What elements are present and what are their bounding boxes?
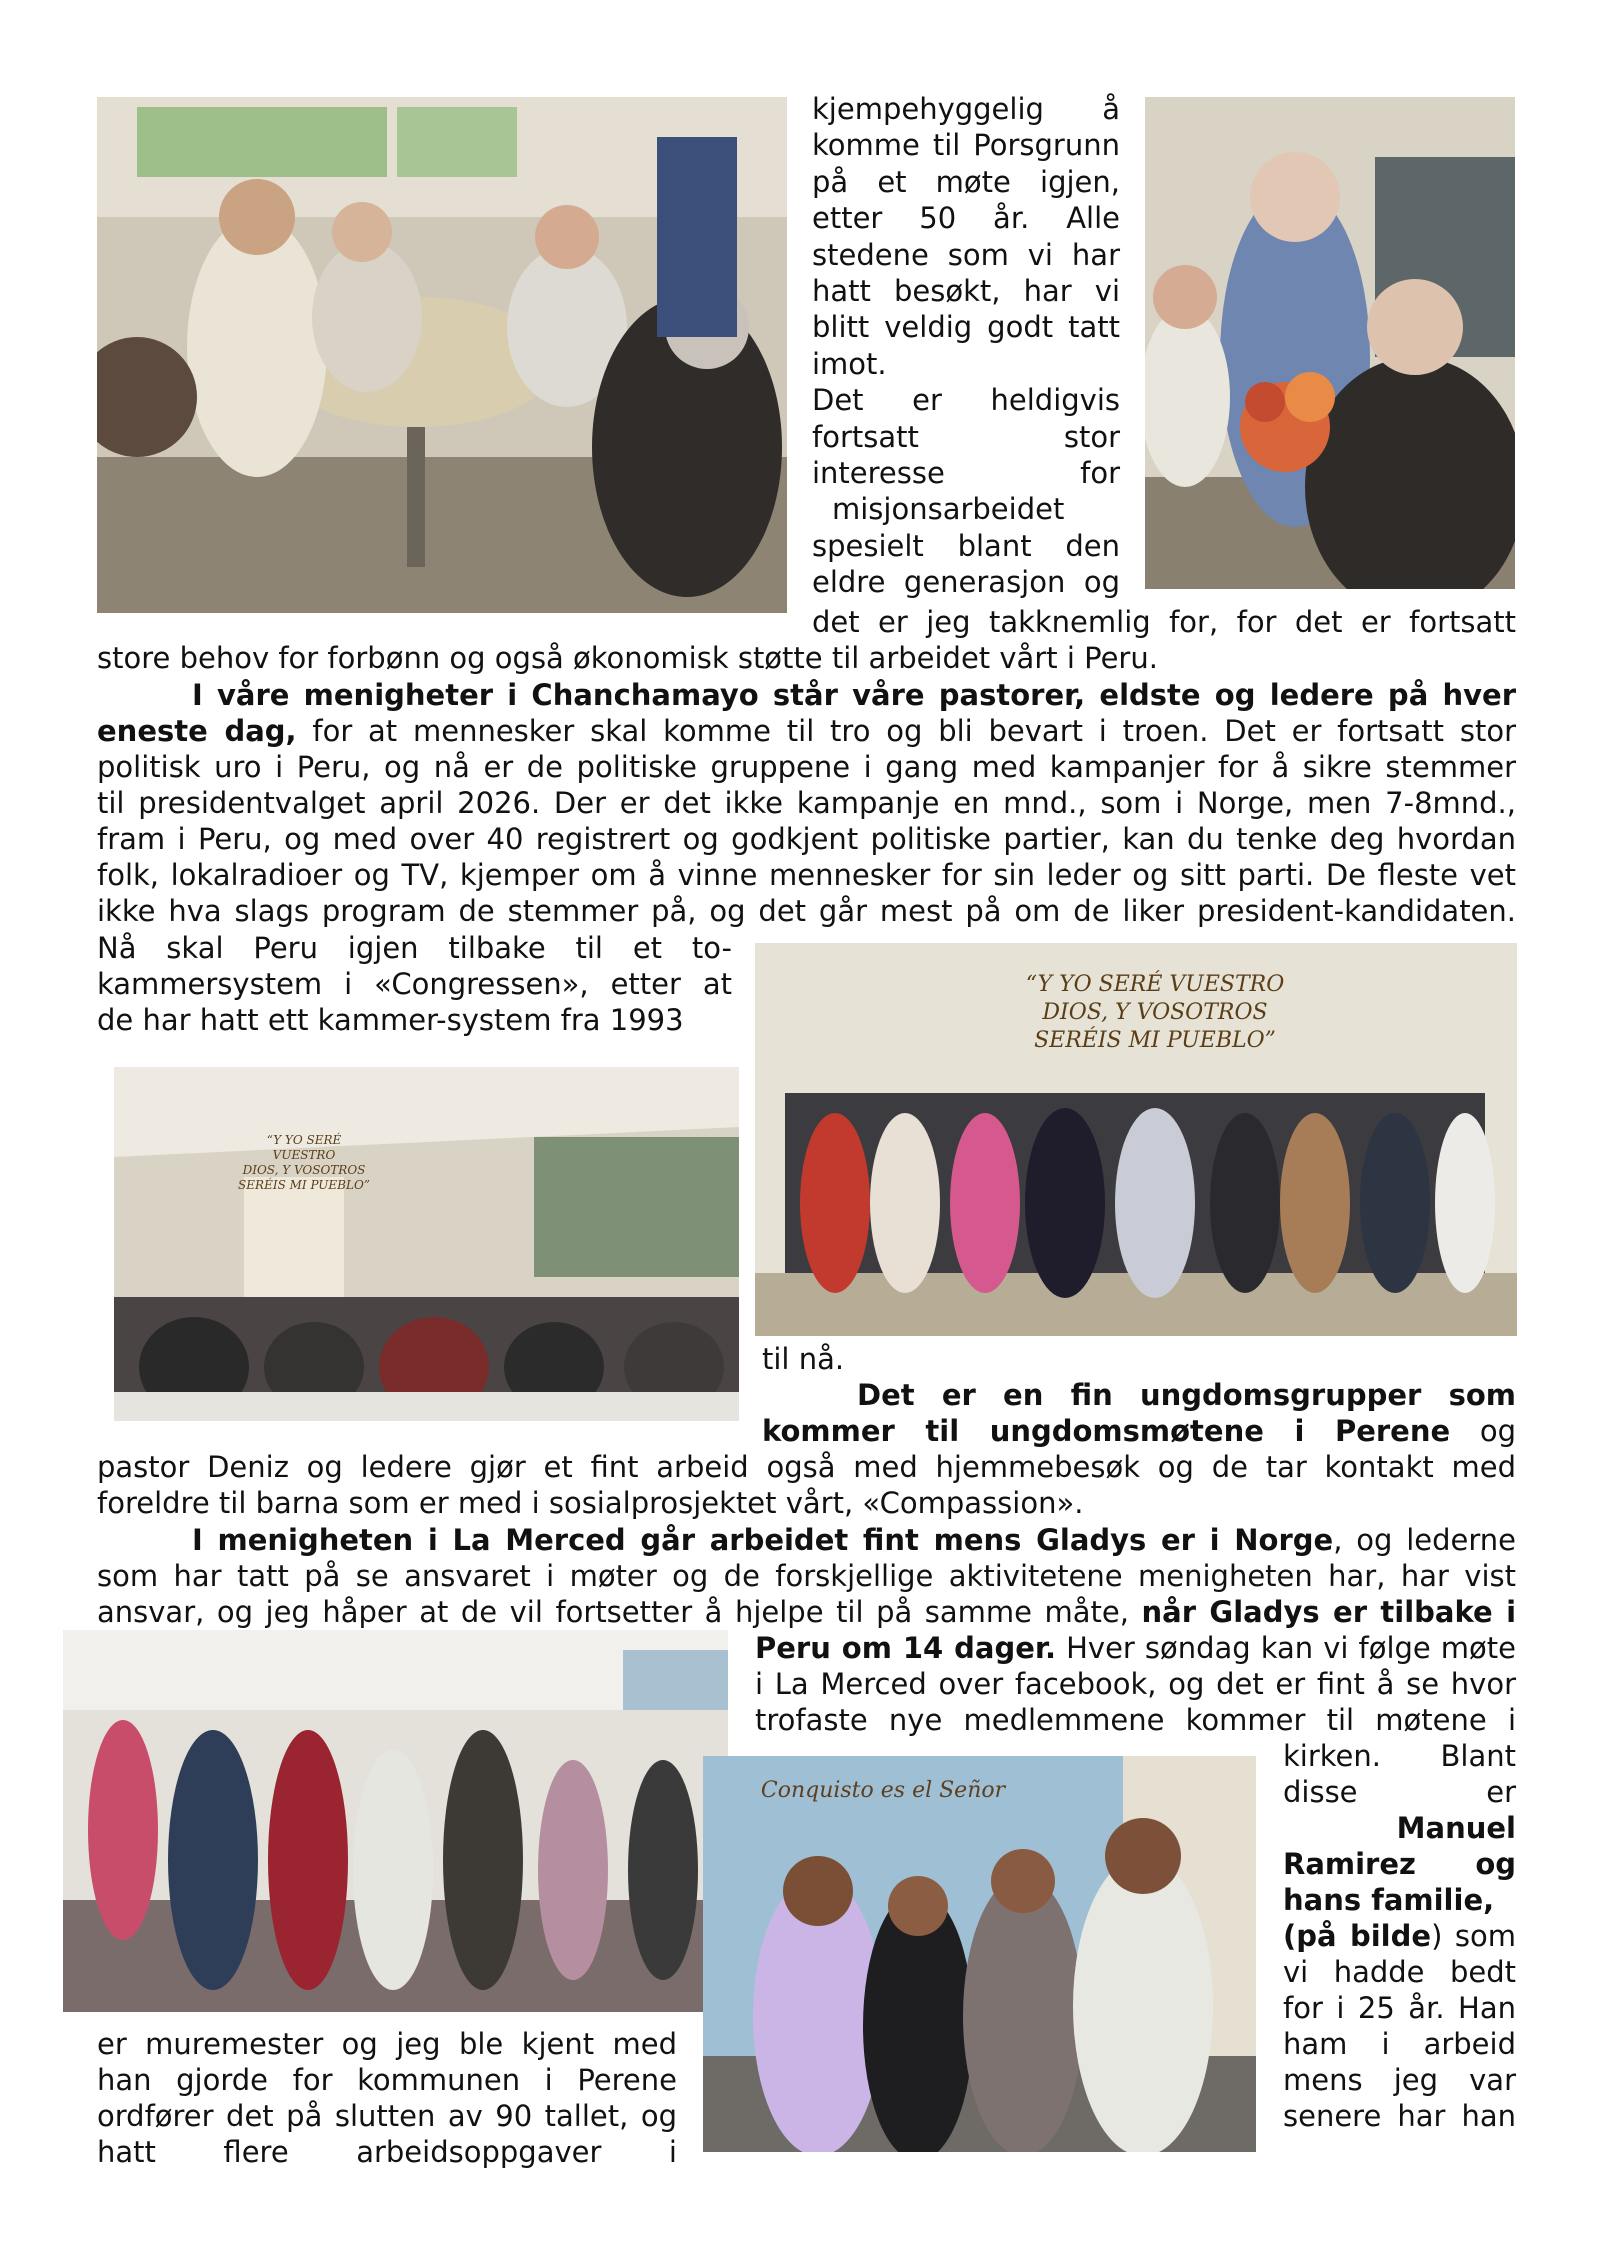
banner-line: SERÉIS MI PUEBLO” [1034, 1028, 1276, 1053]
para2-line: til presidentvalget april 2026. Der er det ikke kampanje en mnd., som i Norge, men 7-8mnd., [97, 786, 1516, 820]
text-line: hatt besøkt, har vi [812, 274, 1120, 309]
para3-line: de har hatt ett kammer-system fra 1993 [97, 1003, 684, 1037]
photo-hall-meeting [114, 1067, 739, 1421]
para2-line: folk, lokalradioer og TV, kjemper om å vinne mennesker for sin leder og sitt parti. De fleste vet [97, 858, 1516, 892]
para5-bold: Peru om 14 dager. [755, 1631, 1057, 1665]
family-wall-text: Conquisto es el Señor [760, 1778, 1006, 1803]
photo-icon [1145, 97, 1515, 589]
photo-icon [63, 1630, 728, 2012]
text-line: misjonsarbeidet [832, 492, 1065, 527]
youth-group-banner [1005, 971, 1305, 1055]
para5-left-line: ordfører det på slutten av 90 tallet, og [97, 2099, 677, 2133]
para2-line: ikke hva slags program de stemmer på, og det går mest på om de liker president-kandidaten. [97, 894, 1516, 928]
para5-text: ) som [1431, 1919, 1517, 1953]
text-line: på et møte igjen, [812, 164, 1120, 199]
photo-flowers-portrait [1145, 97, 1515, 589]
banner-line: “Y YO SERÉ VUESTRO [266, 1133, 342, 1162]
banner-line: SERÉIS MI PUEBLO” [238, 1178, 370, 1192]
para4-line [762, 1413, 1516, 1449]
para2-line [97, 713, 1516, 749]
para5-right-line: kirken. Blant [1283, 1739, 1516, 1773]
para5-bold: Manuel [1396, 1811, 1516, 1845]
para5-text: , og lederne [1333, 1523, 1516, 1557]
para3-end: til nå. [762, 1342, 845, 1376]
para5-line [97, 1594, 1516, 1630]
text-line: spesielt blant den [812, 528, 1120, 563]
para5-right-line: mens jeg var [1283, 2063, 1516, 2097]
para5-right-line: disse er [1283, 1775, 1516, 1809]
para5-bold: hans familie, [1283, 1883, 1495, 1917]
text-line: blitt veldig godt tatt [812, 310, 1120, 345]
banner-line: DIOS, Y VOSOTROS [242, 1163, 366, 1177]
para5-right-line: senere har han [1283, 2099, 1516, 2133]
text-line: fortsatt stor [812, 419, 1120, 454]
photo-ramirez-family [703, 1756, 1256, 2152]
para3-line: kammersystem i «Congressen», etter at [97, 967, 732, 1001]
photo-icon [97, 97, 787, 613]
text-line: imot. [812, 346, 887, 381]
para5-line: trofaste nye medlemmene kommer til møtene i [755, 1703, 1516, 1737]
para2-bold: eneste dag, [97, 714, 297, 748]
para5-line: i La Merced over facebook, og det er fint å se hvor [755, 1667, 1516, 1701]
photo-cafe-meeting [97, 97, 787, 613]
para5-line: som har tatt på se ansvaret i møter og de forskjellige aktivitetene menigheten har, har vist [97, 1559, 1516, 1593]
para5-right-line: for i 25 år. Han [1283, 1991, 1516, 2025]
para2-line: fram i Peru, og med over 40 registrert og godkjent politiske partier, kan du tenke deg hvordan [97, 822, 1516, 856]
hall-banner [234, 1133, 374, 1193]
text-line: Det er heldigvis [812, 383, 1120, 418]
para5-bold: Ramirez og [1283, 1847, 1516, 1881]
text-line: komme til Porsgrunn [812, 128, 1120, 163]
para5-right-line [1283, 1918, 1516, 1954]
para1-column [812, 91, 1120, 601]
text-line: eldre generasjon og [812, 565, 1120, 600]
para2-bold: I våre menigheter i Chanchamayo står våre pastorer, eldste og ledere på hver [192, 678, 1516, 712]
para5-line [755, 1630, 1516, 1666]
para4-text: og [1450, 1414, 1517, 1448]
para5-line [192, 1522, 1516, 1558]
photo-icon [785, 1093, 1495, 1298]
para5-left-line: hatt flere arbeidsoppgaver i [97, 2135, 677, 2169]
text-line: kjempehyggelig å [812, 92, 1120, 126]
photo-worship-la-merced [63, 1630, 728, 2012]
para5-right-line: ham i arbeid [1283, 2027, 1516, 2061]
para5-text: Hver søndag kan vi følge møte [1056, 1631, 1516, 1665]
para2-line [192, 677, 1516, 713]
text-line: etter 50 år. Alle [812, 201, 1120, 236]
para1-line-full: store behov for forbønn og også økonomisk støtte til arbeidet vårt i Peru. [97, 641, 1158, 675]
banner-line: DIOS, Y VOSOTROS [1042, 1000, 1268, 1025]
para4-bold: Det er en fin ungdomsgrupper som [857, 1378, 1516, 1412]
para4-line: pastor Deniz og ledere gjør et fint arbeid også med hjemmebesøk og de tar kontakt med [97, 1450, 1516, 1484]
para4-bold: kommer til ungdomsmøtene i Perene [762, 1414, 1451, 1448]
para5-bold: I menigheten i La Merced går arbeidet fint mens Gladys er i Norge [192, 1523, 1334, 1557]
para1-line-full: det er jeg takknemlig for, for det er fortsatt [812, 605, 1516, 639]
para3-line: Nå skal Peru igjen tilbake til et to- [97, 931, 732, 965]
para5-right-line [1283, 1810, 1516, 1846]
para2-text: for at mennesker skal komme til tro og bli bevart i troen. Det er fortsatt stor [296, 714, 1516, 748]
photo-youth-group [755, 943, 1517, 1336]
banner-line: “Y YO SERÉ VUESTRO [1025, 972, 1285, 997]
para5-right-line [1283, 1882, 1516, 1918]
para5-text: ansvar, og jeg håper at de vil fortsetter å hjelpe til på samme måte, [97, 1595, 1142, 1629]
para5-bold: (på bilde [1283, 1919, 1432, 1953]
para5-right-line: vi hadde bedt [1283, 1955, 1516, 1989]
para5-right-line [1283, 1846, 1516, 1882]
para5-left-line: han gjorde for kommunen i Perene [97, 2063, 677, 2097]
para2-line: politisk uro i Peru, og nå er de politiske gruppene i gang med kampanjer for å sikre stemmer [97, 750, 1516, 784]
para5-left-line: er muremester og jeg ble kjent med [97, 2027, 677, 2061]
text-line: stedene som vi har [812, 237, 1120, 272]
text-line: interesse for [812, 456, 1120, 491]
para4-line [857, 1377, 1516, 1413]
para4-line: foreldre til barna som er med i sosialprosjektet vårt, «Compassion». [97, 1486, 1084, 1520]
para5-bold: når Gladys er tilbake i [1141, 1595, 1517, 1629]
